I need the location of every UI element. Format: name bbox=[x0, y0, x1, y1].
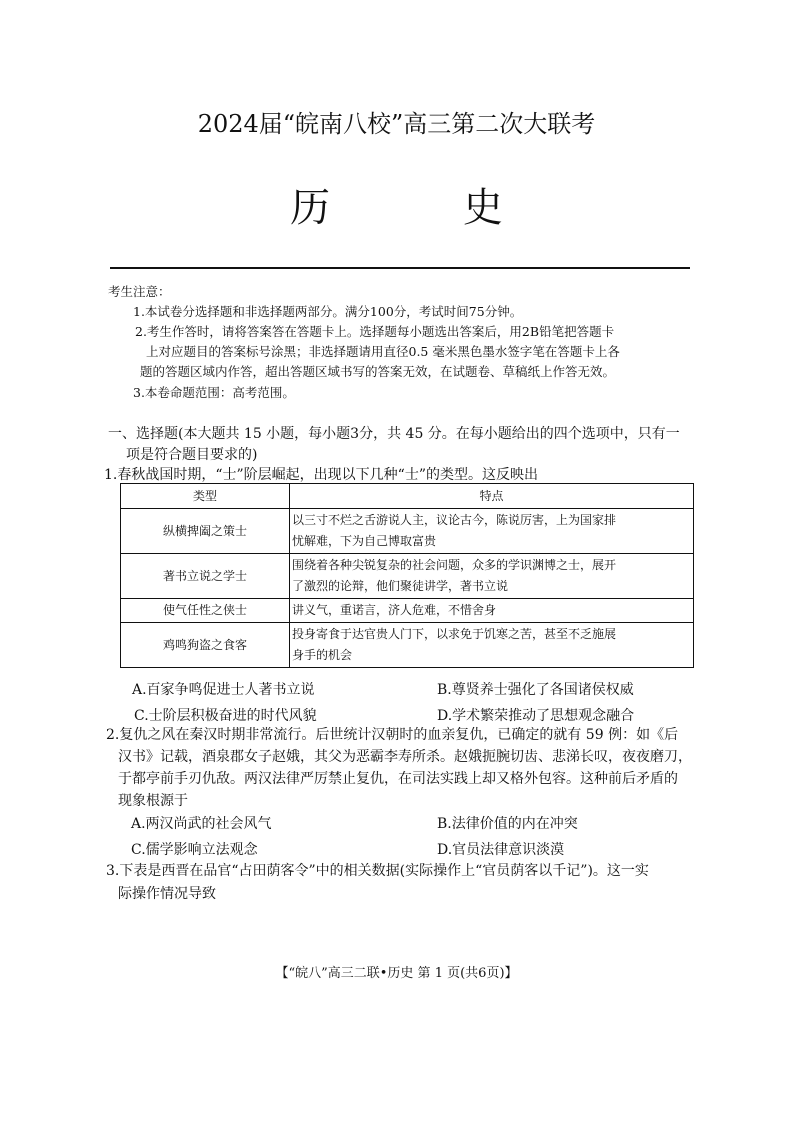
table-cell-type: 使气任性之侠士 bbox=[121, 599, 290, 623]
question-2-stem-cont: 汉书》记载，酒泉郡女子赵娥，其父为恶霸李寿所杀。赵娥扼腕切齿、悲涕长叹，夜夜磨刀， bbox=[118, 749, 692, 765]
q2-option-b: B.法律价值的内在冲突 bbox=[437, 816, 578, 832]
notice-line: 1.本试卷分选择题和非选择题两部分。满分100分，考试时间75分钟。 bbox=[133, 304, 523, 319]
question-1-table bbox=[120, 483, 694, 668]
table-cell-feature bbox=[290, 623, 694, 668]
q2-option-a: A.两汉尚武的社会风气 bbox=[131, 816, 272, 832]
q2-option-c: C.儒学影响立法观念 bbox=[131, 842, 258, 858]
section-heading-cont: 项是符合题目要求的) bbox=[126, 447, 258, 463]
question-3-stem: 3.下表是西晋在品官“占田荫客令”中的相关数据(实际操作上“官员荫客以千记”)。这一实 bbox=[106, 863, 649, 879]
table-row bbox=[121, 599, 694, 623]
table-row bbox=[121, 509, 694, 554]
table-cell-feature: 讲义气，重诺言，济人危难，不惜舍身 bbox=[290, 599, 694, 623]
notice-line: 上对应题目的答案标号涂黑；非选择题请用直径0.5 毫米黑色墨水签字笔在答题卡上各 bbox=[146, 344, 620, 359]
question-2-stem-cont: 于都亭前手刃仇敌。两汉法律严厉禁止复仇，在司法实践上却又格外包容。这种前后矛盾的 bbox=[118, 771, 678, 787]
title-divider bbox=[110, 267, 690, 269]
exam-title: 2024届“皖南八校”高三第二次大联考 bbox=[197, 110, 596, 138]
table-row bbox=[121, 623, 694, 668]
table-header-type: 类型 bbox=[121, 484, 290, 509]
subject-title: 历 史 bbox=[290, 185, 563, 231]
question-1-stem: 1.春秋战国时期，“士”阶层崛起，出现以下几种“士”的类型。这反映出 bbox=[104, 467, 538, 483]
notice-line: 3.本卷命题范围：高考范围。 bbox=[133, 385, 295, 400]
q1-option-b: B.尊贤养士强化了各国诸侯权威 bbox=[437, 682, 634, 698]
question-2-stem: 2.复仇之风在秦汉时期非常流行。后世统计汉朝时的血亲复仇，已确定的就有 59 例：如《后 bbox=[106, 727, 679, 743]
table-cell-feature bbox=[290, 554, 694, 599]
q1-option-c: C.士阶层积极奋进的时代风貌 bbox=[134, 708, 317, 724]
q1-option-d: D.学术繁荣推动了思想观念融合 bbox=[437, 708, 635, 724]
table-row bbox=[121, 554, 694, 599]
question-2-stem-cont: 现象根源于 bbox=[118, 793, 188, 809]
section-heading: 一、选择题(本大题共 15 小题，每小题3分，共 45 分。在每小题给出的四个选项中，只有一 bbox=[108, 426, 680, 442]
notice-heading: 考生注意： bbox=[108, 284, 171, 299]
page-footer: 【“皖八”高三二联•历史 第 1 页(共6页)】 bbox=[275, 966, 518, 981]
table-cell-feature bbox=[290, 509, 694, 554]
feature-line: 围绕着各种尖锐复杂的社会问题，众多的学识渊博之士，展开 bbox=[292, 558, 617, 572]
table-header-feature: 特点 bbox=[290, 484, 694, 509]
question-3-stem-cont: 际操作情况导致 bbox=[118, 886, 216, 902]
feature-line: 身手的机会 bbox=[292, 648, 353, 662]
q1-option-a: A.百家争鸣促进士人著书立说 bbox=[132, 682, 315, 698]
notice-line: 题的答题区域内作答，超出答题区域书写的答案无效，在试题卷、草稿纸上作答无效。 bbox=[140, 364, 616, 379]
feature-line: 投身寄食于达官贵人门下，以求免于饥寒之苦，甚至不乏施展 bbox=[292, 627, 617, 641]
table-cell-type: 纵横捭阖之策士 bbox=[121, 509, 290, 554]
table-cell-type: 鸡鸣狗盗之食客 bbox=[121, 623, 290, 668]
table-cell-type: 著书立说之学士 bbox=[121, 554, 290, 599]
feature-line: 忧解难，下为自己博取富贵 bbox=[292, 534, 437, 548]
notice-line: 2.考生作答时，请将答案答在答题卡上。选择题每小题选出答案后，用2B铅笔把答题卡 bbox=[135, 324, 615, 339]
q2-option-d: D.官员法律意识淡漠 bbox=[437, 842, 565, 858]
feature-line: 了激烈的论辩，他们聚徒讲学，著书立说 bbox=[292, 579, 509, 593]
feature-line: 以三寸不烂之舌游说人主，议论古今，陈说厉害，上为国家排 bbox=[292, 513, 617, 527]
